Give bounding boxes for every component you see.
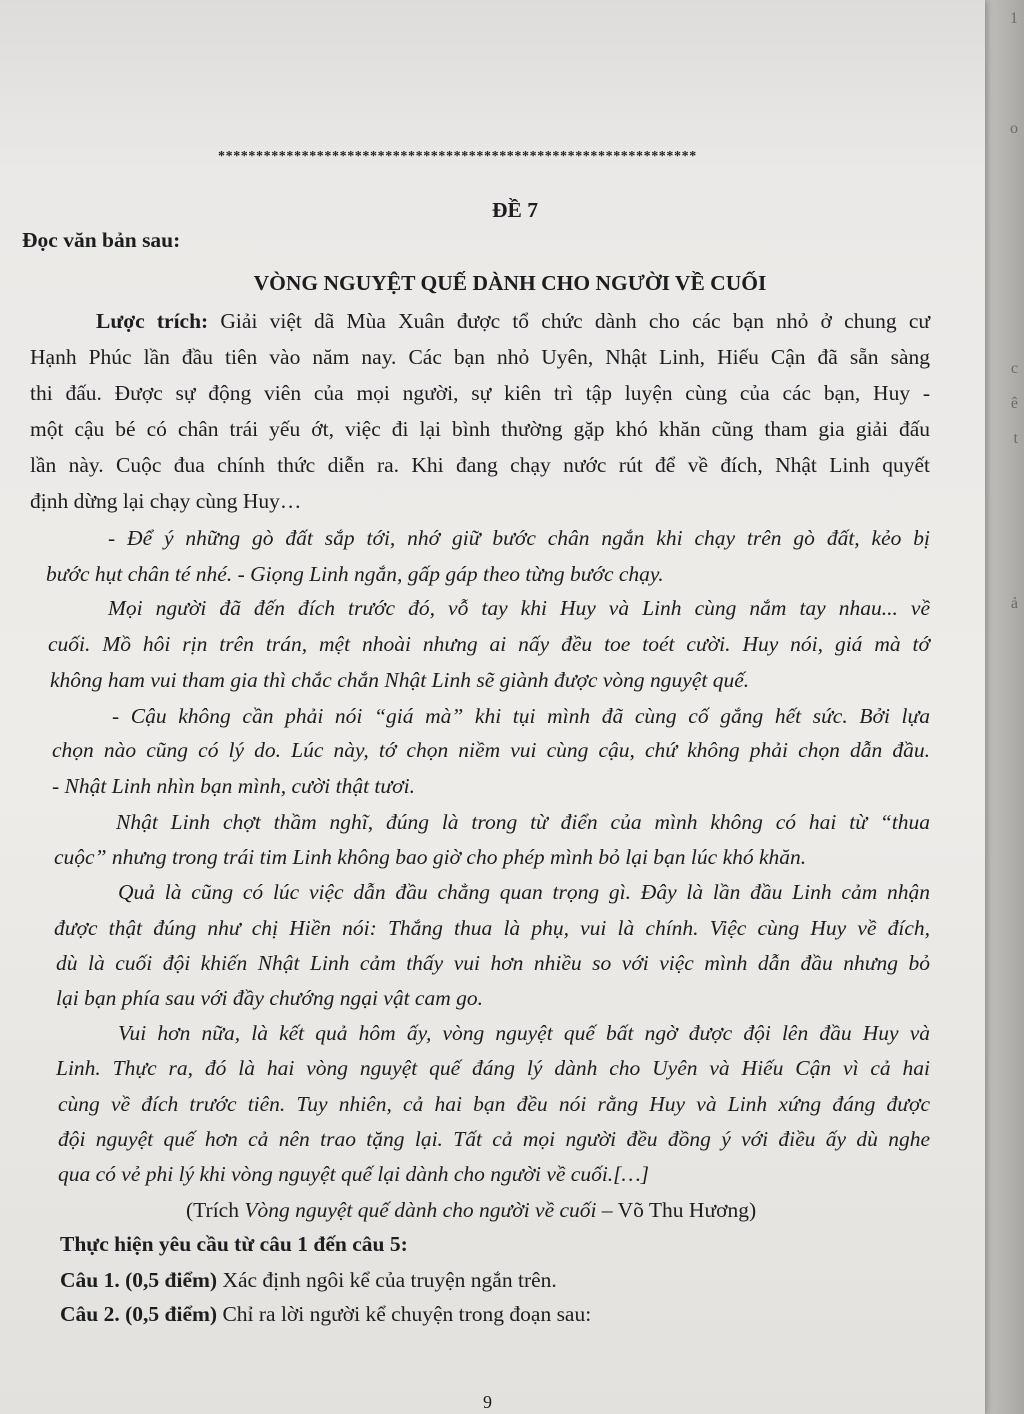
page-number: 9	[483, 1392, 492, 1412]
back-page-glyph: c	[1010, 360, 1018, 377]
source-prefix: (Trích	[186, 1198, 245, 1222]
story-title: VÒNG NGUYỆT QUẾ DÀNH CHO NGƯỜI VỀ CUỐI	[253, 271, 767, 295]
task-instruction: Thực hiện yêu cầu từ câu 1 đến câu 5:	[60, 1232, 408, 1256]
excerpt-line: - Cậu không cần phải nói “giá mà” khi tụi mình đã cùng cố gắng hết sức. Bởi lựa	[112, 704, 930, 728]
excerpt-line: không ham vui tham gia thì chắc chắn Nhật Linh sẽ giành được vòng nguyệt quế.	[50, 668, 750, 692]
excerpt-line: cuộc” nhưng trong trái tim Linh không bao giờ cho phép mình bỏ lại bạn lúc khó khăn.	[54, 845, 807, 869]
summary-line: thi đấu. Được sự động viên của mọi người, sự kiên trì tập luyện cùng của các bạn, Huy -	[30, 381, 930, 405]
source-citation	[186, 1200, 756, 1222]
excerpt-line: cùng về đích trước tiên. Tuy nhiên, cả hai bạn đều nói rằng Huy và Linh xứng đáng được	[58, 1092, 930, 1116]
question-text: Chỉ ra lời người kể chuyện trong đoạn sau:	[217, 1302, 592, 1326]
back-page-glyph: 1	[1010, 10, 1018, 27]
back-page-glyph: ê	[1010, 395, 1018, 412]
back-page-glyph: o	[1010, 120, 1018, 137]
excerpt-line: qua có vẻ phi lý khi vòng nguyệt quế lại dành cho người về cuối.[…]	[58, 1162, 650, 1186]
summary-line: lần này. Cuộc đua chính thức diễn ra. Khi đang chạy nước rút để về đích, Nhật Linh quyết	[30, 453, 930, 477]
excerpt-line: Quả là cũng có lúc việc dẫn đầu chẳng quan trọng gì. Đây là lần đầu Linh cảm nhận	[118, 880, 930, 904]
excerpt-line: Linh. Thực ra, đó là hai vòng nguyệt quế đáng lý dành cho Uyên và Hiếu Cận vì cả hai	[56, 1056, 930, 1080]
summary-line: một cậu bé có chân trái yếu ớt, việc đi lại bình thường gặp khó khăn cũng tham gia giải đấu	[30, 417, 930, 441]
back-page-glyph: t	[1013, 430, 1018, 447]
summary-line: định dừng lại chạy cùng Huy…	[30, 489, 302, 513]
exam-title: ĐỀ 7	[492, 198, 538, 222]
excerpt-line: Vui hơn nữa, là kết quả hôm ấy, vòng nguyệt quế bất ngờ được đội lên đầu Huy và	[118, 1021, 930, 1045]
source-work-title: Vòng nguyệt quế dành cho người về cuối	[244, 1198, 597, 1222]
excerpt-line: được thật đúng như chị Hiền nói: Thắng thua là phụ, vui là chính. Việc cùng Huy về đích,	[54, 916, 930, 940]
excerpt-line: - Nhật Linh nhìn bạn mình, cười thật tươi.	[52, 774, 415, 798]
question-1	[60, 1270, 557, 1292]
separator-line: ***************************************************************	[218, 149, 697, 164]
question-label: Câu 2. (0,5 điểm)	[60, 1302, 218, 1326]
excerpt-line: lại bạn phía sau với đầy chướng ngại vật cam go.	[56, 986, 483, 1010]
excerpt-line: dù là cuối đội khiến Nhật Linh cảm thấy vui hơn nhiều so với việc mình dẫn đầu nhưng bỏ	[56, 951, 930, 975]
excerpt-line: Mọi người đã đến đích trước đó, vỗ tay khi Huy và Linh cùng nắm tay nhau... về	[108, 596, 930, 620]
question-text: Xác định ngôi kể của truyện ngắn trên.	[217, 1268, 557, 1292]
back-page-glyph: ả	[1010, 595, 1018, 612]
excerpt-line: - Để ý những gò đất sắp tới, nhớ giữ bước chân ngắn khi chạy trên gò đất, kẻo bị	[108, 526, 930, 550]
summary-label: Lược trích:	[96, 309, 209, 333]
excerpt-line: bước hụt chân té nhé. - Giọng Linh ngắn, gấp gáp theo từng bước chạy.	[46, 562, 664, 586]
excerpt-line: Nhật Linh chợt thầm nghĩ, đúng là trong từ điển của mình không có hai từ “thua	[116, 810, 930, 834]
reading-instruction: Đọc văn bản sau:	[22, 228, 181, 252]
question-2	[60, 1304, 591, 1326]
summary-text: Giải việt dã Mùa Xuân được tổ chức dành cho các bạn nhỏ ở chung cư	[220, 309, 931, 333]
summary-line: Hạnh Phúc lần đầu tiên vào năm nay. Các bạn nhỏ Uyên, Nhật Linh, Hiếu Cận đã sẵn sàng	[30, 345, 930, 369]
excerpt-line: chọn nào cũng có lý do. Lúc này, tớ chọn niềm vui cùng cậu, chứ không phải chọn dẫn đầu.	[52, 738, 930, 762]
source-author: – Võ Thu Hương)	[596, 1198, 757, 1222]
summary-line	[96, 311, 930, 333]
excerpt-line: cuối. Mồ hôi rịn trên trán, mệt nhoài nhưng ai nấy đều toe toét cười. Huy nói, giá mà tớ	[48, 632, 930, 656]
question-label: Câu 1. (0,5 điểm)	[60, 1268, 218, 1292]
excerpt-line: đội nguyệt quế hơn cả nên trao tặng lại. Tất cả mọi người đều đồng ý với điều ấy dù nghe	[58, 1127, 930, 1151]
